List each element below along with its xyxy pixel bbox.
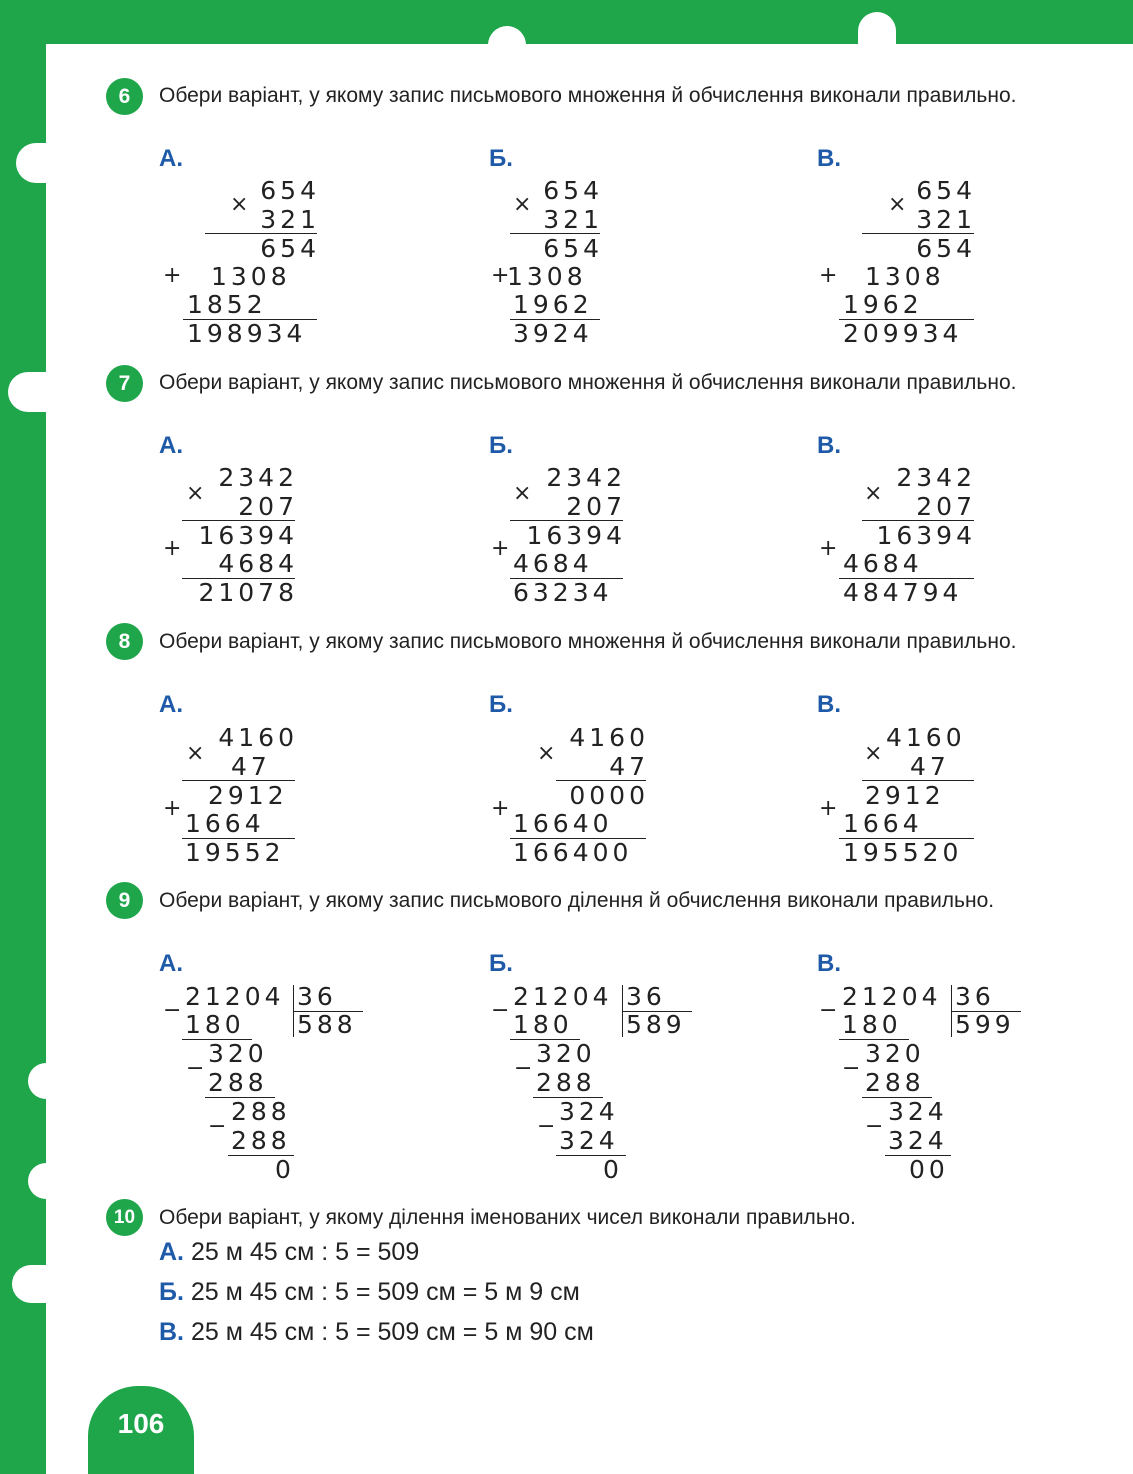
calc-row: 321 [260,205,320,234]
answer-option-a [159,1238,419,1267]
calc-row: 324 [559,1126,619,1155]
calc-row: 2342 [896,463,976,492]
plus-sign: + [819,536,838,561]
task-number-badge: 7 [106,365,143,402]
calc-row: 654 [260,176,320,205]
minus-sign: − [842,1056,861,1081]
times-sign: × [186,481,205,506]
calc-row: 321 [543,205,603,234]
option-label-b: Б. [159,1278,184,1306]
calc-row: 16394 [198,521,298,550]
option-label-a: А. [159,950,183,977]
calc-row: 324 [888,1126,948,1155]
option-label-b: Б. [489,691,513,718]
task-6-text: Обери варіант, у якому запис письмового множення й обчислення виконали правильно. [159,84,1017,107]
minus-sign: − [537,1114,556,1139]
calc-row: 654 [543,234,603,263]
calc-row: 288 [208,1068,268,1097]
calc-row: 47 [231,752,271,781]
divisor: 36 [955,982,995,1011]
calc-row: 324 [559,1097,619,1126]
minus-sign: − [819,998,838,1023]
times-sign: × [864,481,883,506]
option-label-a: А. [159,432,183,459]
calc-row: 198934 [187,319,307,348]
calc-row: 16394 [876,521,976,550]
quotient: 588 [297,1010,357,1039]
calc-row: 4684 [513,549,593,578]
calc-row: 0 [275,1155,295,1184]
calc-row: 320 [865,1039,925,1068]
calc-row: 4160 [218,723,298,752]
calc-row: 180 [513,1010,573,1039]
calc-row: 320 [536,1039,596,1068]
calc-row: 195520 [843,838,963,867]
calc-row: 0000 [569,781,649,810]
calc-row: 1962 [513,290,593,319]
calc-row: 180 [185,1010,245,1039]
plus-sign: + [491,536,510,561]
calc-row: 1664 [185,809,265,838]
minus-sign: − [163,998,182,1023]
calc-row: 207 [566,492,626,521]
calc-row: 166400 [513,838,633,867]
option-label-b: Б. [489,432,513,459]
task-10-text: Обери варіант, у якому ділення іменованих чисел виконали правильно. [159,1206,856,1229]
plus-sign: + [819,796,838,821]
calc-row: 4684 [218,549,298,578]
page-number: 106 [88,1386,194,1474]
task-number-badge: 9 [106,882,143,919]
calc-row: 00 [909,1155,949,1184]
calc-row: 2342 [218,463,298,492]
minus-sign: − [491,998,510,1023]
calc-row: 654 [543,176,603,205]
calc-row: 320 [208,1039,268,1068]
answer-option-v [159,1318,594,1347]
option-label-a: А. [159,145,183,172]
times-sign: × [513,481,532,506]
task-number-badge: 8 [106,623,143,660]
plus-sign: + [819,263,838,288]
calc-row: 0 [603,1155,623,1184]
times-sign: × [888,192,907,217]
calc-row: 654 [916,234,976,263]
top-green-border [0,0,1133,44]
calc-row: 3924 [513,319,593,348]
calc-row: 63234 [513,578,613,607]
option-text: 25 м 45 см : 5 = 509 [190,1238,420,1266]
calc-row: 1852 [187,290,267,319]
option-label-v: В. [817,145,841,172]
divisor: 36 [297,982,337,1011]
option-label-a: А. [159,691,183,718]
calc-row: 1308 [211,262,291,291]
times-sign: × [864,741,883,766]
calc-row: 1308 [507,262,587,291]
calc-row: 4684 [843,549,923,578]
dividend: 21204 [513,982,613,1011]
task-7-text: Обери варіант, у якому запис письмового множення й обчислення виконали правильно. [159,371,1017,394]
times-sign: × [186,741,205,766]
option-label-v: В. [817,950,841,977]
calc-row: 19552 [185,838,285,867]
calc-row: 2912 [208,781,288,810]
calc-row: 21078 [198,578,298,607]
calc-row: 47 [910,752,950,781]
option-text: 25 м 45 см : 5 = 509 см = 5 м 90 см [190,1318,594,1346]
times-sign: × [230,192,249,217]
calc-row: 324 [888,1097,948,1126]
calc-row: 484794 [843,578,963,607]
option-label-v: В. [817,432,841,459]
option-label-b: Б. [489,950,513,977]
plus-sign: + [163,796,182,821]
option-label-v: В. [159,1318,184,1346]
minus-sign: − [514,1056,533,1081]
minus-sign: − [865,1114,884,1139]
calc-row: 209934 [843,319,963,348]
calc-row: 288 [865,1068,925,1097]
plus-sign: + [491,796,510,821]
option-label-v: В. [817,691,841,718]
task-number-badge: 6 [106,78,143,115]
divisor: 36 [626,982,666,1011]
calc-row: 288 [231,1097,291,1126]
dividend: 21204 [842,982,942,1011]
calc-row: 180 [842,1010,902,1039]
calc-row: 321 [916,205,976,234]
times-sign: × [513,192,532,217]
task-9-text: Обери варіант, у якому запис письмового ділення й обчислення виконали правильно. [159,889,995,912]
calc-row: 2342 [546,463,626,492]
task-number-badge: 10 [106,1199,143,1236]
times-sign: × [537,741,556,766]
task-8-text: Обери варіант, у якому запис письмового множення й обчислення виконали правильно. [159,630,1017,653]
dividend: 21204 [185,982,285,1011]
quotient: 589 [626,1010,686,1039]
calc-row: 16640 [513,809,613,838]
calc-row: 1664 [843,809,923,838]
calc-row: 654 [916,176,976,205]
calc-row: 207 [916,492,976,521]
calc-row: 4160 [886,723,966,752]
answer-option-b [159,1278,580,1307]
left-green-border [0,0,46,1474]
calc-row: 288 [536,1068,596,1097]
minus-sign: − [208,1114,227,1139]
calc-row: 654 [260,234,320,263]
option-text: 25 м 45 см : 5 = 509 см = 5 м 9 см [190,1278,580,1306]
calc-row: 2912 [865,781,945,810]
calc-row: 47 [609,752,649,781]
calc-row: 288 [231,1126,291,1155]
calc-row: 207 [238,492,298,521]
calc-row: 1962 [843,290,923,319]
plus-sign: + [163,263,182,288]
plus-sign: + [491,263,510,288]
option-label-b: Б. [489,145,513,172]
calc-row: 4160 [569,723,649,752]
calc-row: 1308 [865,262,945,291]
plus-sign: + [163,536,182,561]
quotient: 599 [955,1010,1015,1039]
minus-sign: − [186,1056,205,1081]
calc-row: 16394 [526,521,626,550]
option-label-a: А. [159,1238,184,1266]
